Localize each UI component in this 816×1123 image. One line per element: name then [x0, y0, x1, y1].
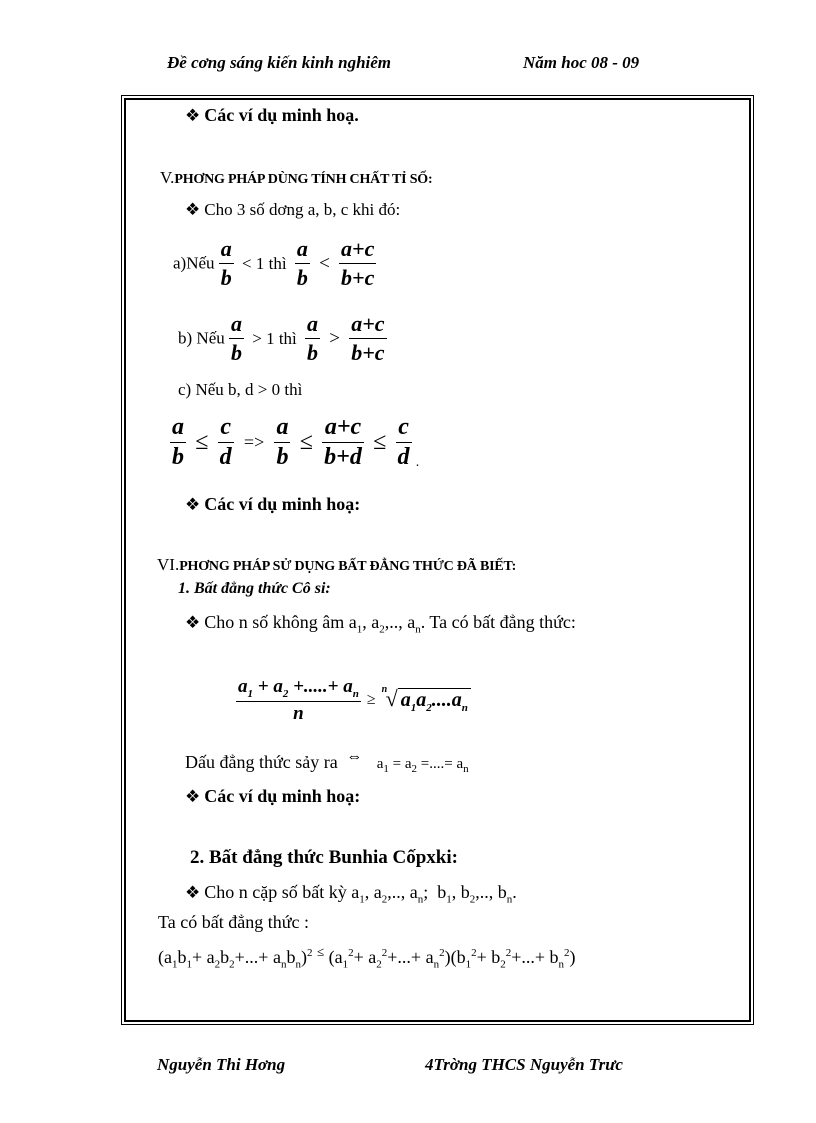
case-lead: a)Nếu — [173, 253, 215, 273]
diamond-bullet-icon: ❖ — [185, 613, 201, 632]
section-title: PHƠNG PHÁP DÙNG TÍNH CHẤT TỈ SỐ: — [174, 172, 433, 187]
example-line-3 — [185, 786, 360, 807]
section-v-heading — [160, 168, 432, 188]
implies-symbol: => — [243, 432, 265, 452]
section-number: VI. — [157, 555, 180, 574]
example-title: Các ví dụ minh hoạ. — [204, 105, 359, 125]
fraction-a-over-b: $\frac{a}{b}$ — [172, 414, 184, 470]
leq-symbol: ≤ — [299, 429, 313, 455]
footer-right: 4Trờng THCS Nguyễn Trưc — [425, 1055, 623, 1074]
radical-sign-icon: √ — [385, 686, 398, 712]
cauchy-formula — [236, 676, 471, 725]
fraction-apc-over-bpc: $\frac{a+c}{b+c}$ — [351, 311, 385, 365]
given-line-bunhia: ❖ Cho n cặp số bất kỳ $a_1$, $a_2$,.., $a_n$; $b_1$, $b_2$,.., $b_n$. — [185, 882, 517, 906]
subsection-1-title: 1. Bất đẳng thức Cô si: — [178, 580, 331, 597]
fraction-a-over-b: $\frac{a}{b}$ — [220, 236, 232, 290]
given-text: Cho 3 số dơng a, b, c khi đó: — [204, 200, 401, 219]
diamond-bullet-icon: ❖ — [185, 200, 201, 219]
equality-condition: Dấu đẳng thức sảy ra ⇔ $a_1 = a_2$ =....= $a_n$ — [185, 748, 469, 775]
case-b-formula — [178, 311, 387, 366]
relation: < — [319, 252, 330, 274]
example-title: Các ví dụ minh hoạ: — [204, 494, 361, 514]
chain-period: . — [415, 455, 420, 470]
case-mid: < 1 thì — [242, 253, 287, 273]
example-line-2 — [185, 494, 360, 515]
equivalence-icon: ⇔ — [346, 748, 363, 765]
header-left: Đề cơng sáng kiến kinh nghiêm — [167, 53, 392, 72]
mean-fraction: $\frac{a_1 + a_2 +.....+ a_n}{n}$ — [238, 676, 359, 724]
footer-left: Nguyễn Thi Hơng — [157, 1055, 286, 1074]
subsection-2-title: 2. Bất đẳng thức Bunhia Cốpxki: — [190, 847, 458, 868]
diamond-bullet-icon: ❖ — [185, 495, 201, 514]
relation: > — [329, 327, 340, 349]
leq-symbol: ≤ — [316, 944, 325, 959]
we-have-line: Ta có bất đẳng thức : — [158, 912, 309, 932]
section-number: V. — [160, 168, 175, 187]
given-line-vi: ❖ Cho n số không âm $a_1$, $a_2$,.., $a_n$. Ta có bất đẳng thức: — [185, 612, 576, 636]
diamond-bullet-icon: ❖ — [185, 106, 201, 125]
fraction-a-over-b: $\frac{a}{b}$ — [230, 311, 242, 365]
fraction-a-over-b: $\frac{a}{b}$ — [276, 414, 289, 470]
fraction-apc-over-bpd: $\frac{a+c}{b+d}$ — [324, 414, 362, 470]
case-lead: b) Nếu — [178, 328, 225, 348]
case-c-text: c) Nếu b, d > 0 thì — [178, 380, 303, 399]
example-line-1 — [185, 105, 359, 126]
fraction-a-over-b: $\frac{a}{b}$ — [296, 236, 308, 290]
header-right: Năm hoc 08 - 09 — [523, 53, 640, 72]
bunhia-formula: $(a_1b_1+ a_2b_2+...+ a_nb_n)^2$ ≤ $(a_1^2+ a_2^2+...+ a_n^2)(b_1^2+ b_2^2+...+ b_n^2)$ — [158, 944, 576, 971]
chain-inequality — [170, 414, 419, 471]
case-mid: > 1 thì — [252, 328, 297, 348]
leq-symbol: ≤ — [195, 429, 209, 455]
case-a-formula — [173, 236, 376, 291]
diamond-bullet-icon: ❖ — [185, 883, 201, 902]
leq-symbol: ≤ — [373, 429, 387, 455]
given-text: Cho n số không âm a — [204, 612, 357, 632]
example-title: Các ví dụ minh hoạ: — [204, 786, 361, 806]
given-line-v — [185, 200, 400, 220]
fraction-apc-over-bpc: $\frac{a+c}{b+c}$ — [341, 236, 375, 290]
geq-symbol: ≥ — [366, 691, 376, 709]
fraction-c-over-d: $\frac{c}{d}$ — [397, 414, 410, 470]
fraction-a-over-b: $\frac{a}{b}$ — [307, 311, 319, 365]
section-vi-heading — [157, 555, 516, 575]
fraction-c-over-d: $\frac{c}{d}$ — [219, 414, 232, 470]
section-title: PHƠNG PHÁP SỬ DỤNG BẤT ĐẲNG THỨC ĐÃ BIẾT: — [179, 559, 517, 574]
diamond-bullet-icon: ❖ — [185, 787, 201, 806]
nth-root: n √ $a_1a_2....a_n$ — [382, 686, 471, 714]
